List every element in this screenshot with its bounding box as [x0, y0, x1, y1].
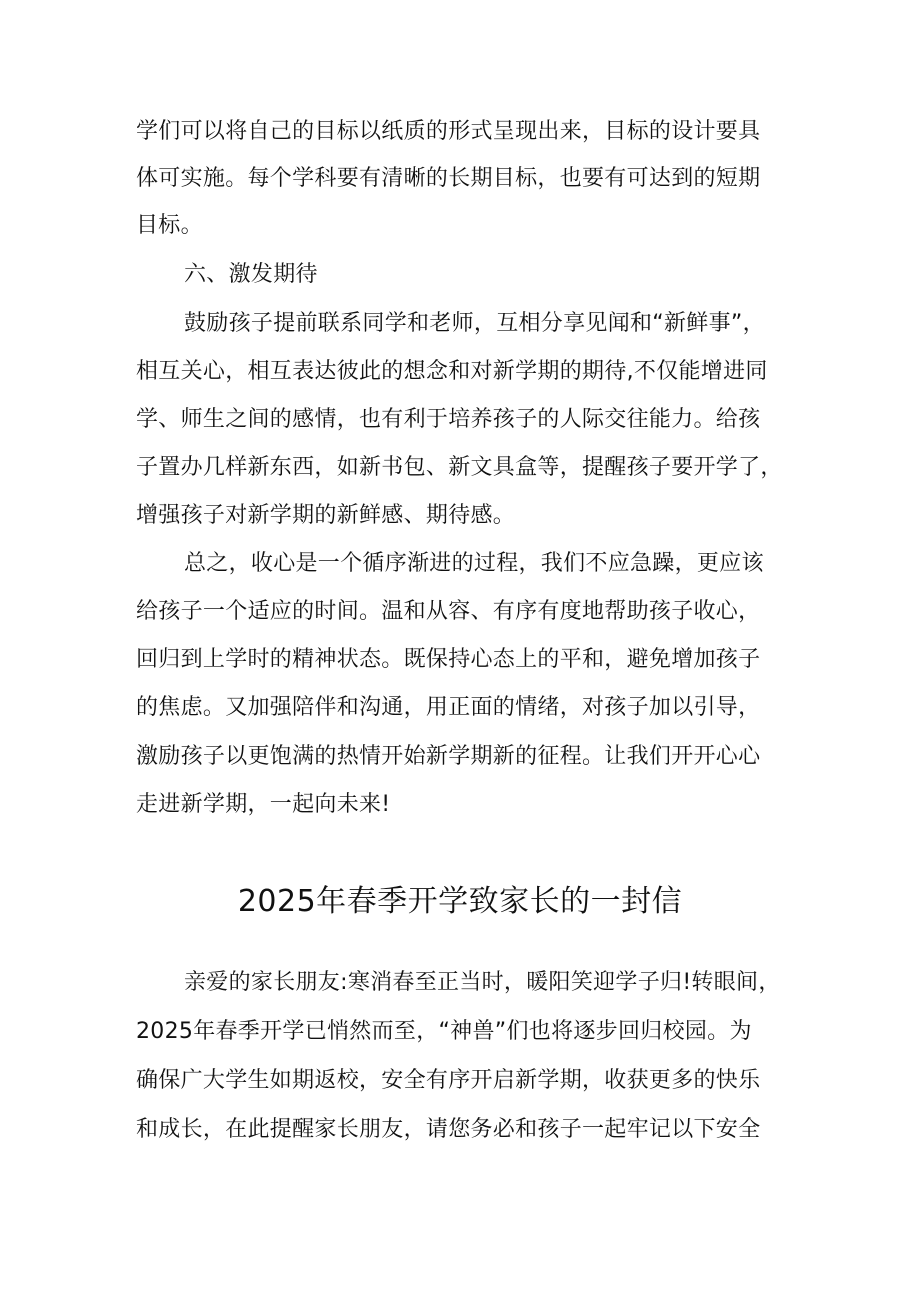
text-line: 鼓励孩子提前联系同学和老师，互相分享见闻和“新鲜事”， [184, 311, 765, 336]
text-line: 相互关心，相互表达彼此的想念和对新学期的期待,不仅能增进同 [136, 359, 768, 384]
text-line: 学、师生之间的感情，也有利于培养孩子的人际交往能力。给孩 [136, 407, 761, 432]
text-line: 激励孩子以更饱满的热情开始新学期新的征程。让我们开开心心 [136, 744, 761, 769]
text-line: 总之，收心是一个循序渐进的过程，我们不应急躁，更应该 [184, 551, 764, 576]
text-line: 的焦虑。又加强陪伴和沟通，用正面的情绪，对孩子加以引导， [136, 695, 761, 720]
text-line: 亲爱的家长朋友:寒消春至正当时，暖阳笑迎学子归!转眼间， [184, 970, 781, 995]
text-line: 目标。 [136, 213, 203, 238]
text-line: 增强孩子对新学期的新鲜感、期待感。 [136, 503, 516, 528]
section-heading: 六、激发期待 [184, 262, 318, 287]
text-line: 和成长，在此提醒家长朋友，请您务必和孩子一起牢记以下安全 [136, 1117, 761, 1142]
text-line: 走进新学期，一起向未来! [136, 792, 391, 817]
text-line: 回归到上学时的精神状态。既保持心态上的平和，避免增加孩子 [136, 647, 761, 672]
text-line: 子置办几样新东西，如新书包、新文具盒等，提醒孩子要开学了， [136, 455, 783, 480]
letter-title: 2025年春季开学致家长的一封信 [237, 884, 683, 919]
text-line: 2025年春季开学已悄然而至，“神兽”们也将逐步回归校园。为 [136, 1019, 752, 1044]
text-line: 确保广大学生如期返校，安全有序开启新学期，收获更多的快乐 [136, 1068, 761, 1093]
text-line: 体可实施。每个学科要有清晰的长期目标，也要有可达到的短期 [136, 166, 761, 191]
text-line: 给孩子一个适应的时间。温和从容、有序有度地帮助孩子收心， [136, 599, 761, 624]
text-line: 学们可以将自己的目标以纸质的形式呈现出来，目标的设计要具 [136, 119, 761, 144]
